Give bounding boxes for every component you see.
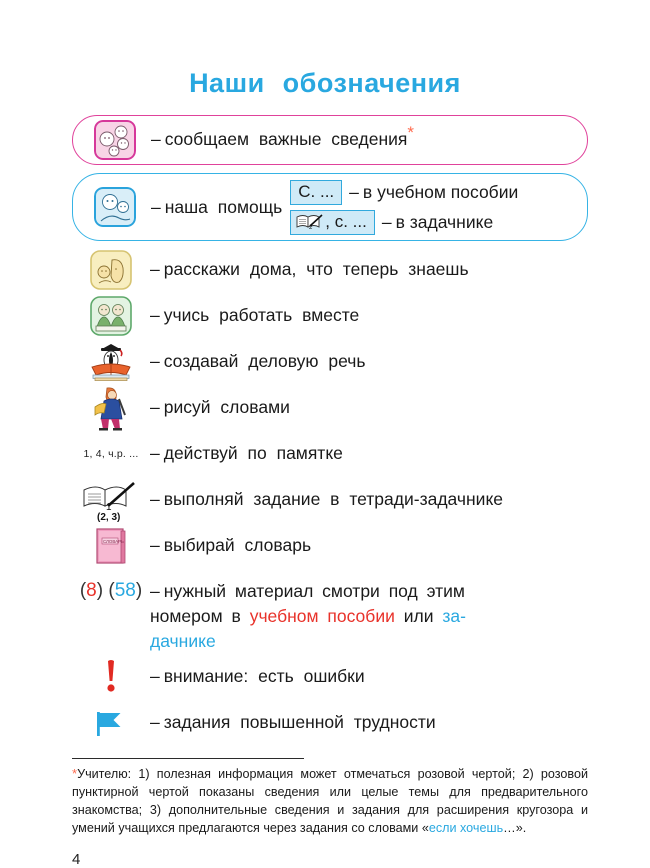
legend-row-important: [72, 115, 588, 165]
exercise-line-2: [150, 604, 588, 629]
legend-text-advanced: [150, 711, 588, 735]
exercise-textbook-highlight: учебном пособии: [249, 605, 395, 626]
attention-label: внимание: есть ошибки: [163, 665, 365, 686]
help-line-textbook-label: в учебном пособии: [362, 181, 519, 202]
dash-glyph: –: [150, 665, 160, 686]
legend-text-business-speech: [150, 350, 588, 374]
two-pupils-green-icon: [72, 296, 150, 336]
page-title: Наши обозначения: [189, 68, 461, 98]
help-reference-lines: [290, 180, 518, 235]
ref-box-text: С. ...: [298, 181, 335, 201]
legend-text-work-together: [150, 304, 588, 328]
red-exclamation-icon: [72, 657, 150, 697]
advanced-label: задания повышенной трудности: [163, 711, 436, 732]
exercise-line-1-text: нужный материал смотри под этим: [163, 581, 465, 601]
exercise-line-1: [150, 579, 588, 604]
workbook-task-label: выполняй задание в тетради-задачнике: [163, 489, 504, 510]
dash-glyph: –: [150, 489, 160, 510]
dash-glyph: –: [151, 196, 161, 217]
exercise-numbers-label: [72, 579, 150, 602]
footnote-divider: [72, 758, 304, 759]
help-line-workbook-label: в задачнике: [395, 211, 494, 232]
dash-glyph: –: [150, 581, 160, 601]
exercise-workbook-highlight-part2: дачнике: [150, 630, 216, 651]
dash-glyph: –: [150, 397, 160, 418]
exercise-workbook-highlight-part1: за-: [442, 605, 466, 626]
dash-glyph: –: [150, 259, 160, 280]
page-reference-box-workbook[interactable]: [290, 210, 375, 235]
legend-row-help: [72, 173, 588, 241]
footnote-highlight: если хочешь: [428, 820, 504, 835]
page-number: 4: [72, 851, 81, 868]
open-book-pen-icon: [295, 212, 325, 231]
page-reference-box-textbook[interactable]: [290, 180, 342, 205]
legend-row-attention: [72, 654, 588, 700]
blue-flag-icon: [72, 706, 150, 740]
legend-text-workbook-task: [150, 488, 588, 512]
legend-row-work-together: [72, 293, 588, 339]
legend-text-important: [151, 123, 587, 152]
exercise-line-2-b: или: [394, 605, 443, 626]
legend-row-workbook-task: [72, 477, 588, 523]
legend-text-draw-with-words: [150, 396, 588, 420]
number-blue: 58: [114, 580, 136, 601]
notebook-number-1: 1: [106, 502, 112, 513]
legend-text-tell-at-home: [150, 258, 588, 282]
legend-text-attention: [150, 665, 588, 689]
footnote-part2: …».: [503, 820, 527, 835]
legend-row-memo: [72, 431, 588, 477]
dash-glyph: –: [150, 305, 160, 326]
three-faces-pink-icon: [79, 120, 151, 160]
footnote: [72, 765, 588, 838]
notebook-task-icon: [72, 478, 150, 522]
draw-with-words-label: рисуй словами: [163, 397, 290, 418]
svg-text:2: 2: [309, 225, 313, 231]
help-line-workbook: [290, 210, 518, 235]
memo-reference-text: 1, 4, ч.р. ...: [83, 448, 139, 460]
exercise-line-3: [150, 629, 588, 654]
footnote-part1: Учителю: 1) полезная информация может отмечаться розовой чертой; 2) розовой пунктирной чертой показаны сведения или целые темы для предварительного знакомства; 3) дополнительные сведения и задания для расширения кругозора и умений учащихся предлагаются через задания со словами «: [72, 766, 588, 835]
dictionary-label: выбирай словарь: [163, 535, 312, 556]
ref-box-text: , с. ...: [325, 211, 367, 231]
memo-reference-label: [72, 448, 150, 460]
two-faces-blue-icon: [79, 187, 151, 227]
mother-and-child-yellow-icon: [72, 250, 150, 290]
footnote-star-icon: *: [72, 765, 78, 781]
business-speech-label: создавай деловую речь: [163, 351, 366, 372]
dictionary-caption: СЛОВАРЬ: [103, 539, 124, 544]
dictionary-book-pink-icon: [72, 524, 150, 568]
legend-text-memo: [150, 442, 588, 466]
tell-at-home-label: расскажи дома, что теперь знаешь: [163, 259, 469, 280]
dash-glyph: –: [151, 129, 161, 150]
exercise-line-2-a: номером в: [150, 605, 250, 626]
help-label-text: наша помощь: [164, 196, 283, 217]
legend-text-dictionary: [150, 534, 588, 558]
notebook-number-group: (2, 3): [97, 512, 121, 522]
dash-glyph: –: [150, 535, 160, 556]
exercise-numbers-text: (8) (58): [79, 580, 143, 601]
dash-glyph: –: [150, 711, 160, 732]
number-red: 8: [86, 580, 97, 601]
help-line-textbook: [290, 180, 518, 205]
work-together-label: учись работать вместе: [163, 305, 360, 326]
memo-label-text: действуй по памятке: [163, 443, 343, 464]
artist-with-palette-icon: [72, 385, 150, 431]
dash-glyph: –: [150, 443, 160, 464]
help-body: [151, 180, 587, 235]
legend-row-draw-with-words: [72, 385, 588, 431]
legend-row-dictionary: [72, 523, 588, 569]
legend-row-exercise-numbers: [72, 579, 588, 654]
owl-scholar-book-icon: [72, 341, 150, 383]
legend-row-business-speech: [72, 339, 588, 385]
help-dash-and-label: [151, 197, 282, 218]
important-label: сообщаем важные сведения: [164, 129, 408, 150]
legend-text-exercise-numbers: [150, 579, 588, 654]
dash-glyph: –: [381, 211, 392, 232]
legend-row-advanced: [72, 700, 588, 746]
dash-glyph: –: [150, 351, 160, 372]
footnote-marker-icon: *: [407, 123, 414, 143]
legend-row-tell-at-home: [72, 247, 588, 293]
dash-glyph: –: [349, 181, 359, 202]
